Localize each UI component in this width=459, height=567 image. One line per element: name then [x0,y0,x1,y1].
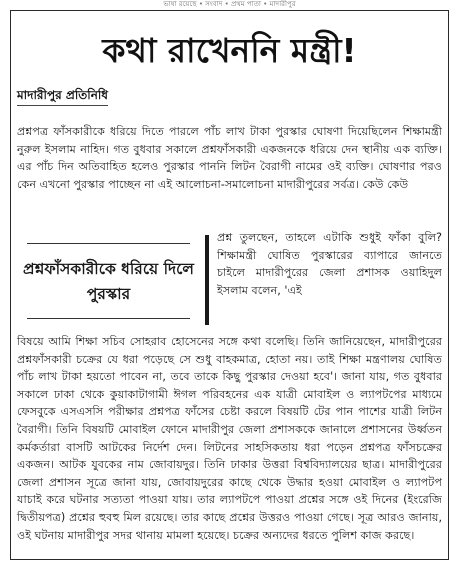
pull-quote-text: প্রশ্নফাঁসকারীকে ধরিয়ে দিলে পুরস্কার [23,260,194,303]
clipped-previous-line: ভাষা রয়েছে • সংবাদ • প্রথম পাতা • মাদারীপুর [163,0,296,8]
article-headline: কথা রাখেননি মন্ত্রী! [102,31,357,70]
pull-quote-bottom-rule [27,318,190,319]
article-paragraph-1: প্রশ্নপত্র ফাঁসকারীকে ধরিয়ে দিতে পারলে পাঁচ লাখ টাকা পুরস্কার ঘোষণা দিয়েছিলেন শিক্ষামন্ত্রী নুরুল ইসলাম নাহিদ। গত বুধবার সকালে প্রশ্নফাঁসকারী একজনকে ধরিয়ে দেন স্থানীয় এক ব্যক্তি। এর পাঁচ দিন অতিবাহিত হলেও পুরস্কার পাননি লিটন বৈরাগী নামের ওই ব্যক্তি। ঘোষণার পরও কেন এখনো পুরস্কার পাচ্ছেন না এই আলোচনা-সমালোচনা মাদারীপুরের সর্বত্র। কেউ কেউ [17,125,442,191]
subhead-row [17,229,442,333]
pull-quote [17,229,200,333]
article-byline: মাদারীপুর প্রতিনিধি [17,88,108,106]
article-side-text: প্রশ্ন তুলছেন, তাহলে এটাকি শুধুই ফাঁকা বুলি? শিক্ষামন্ত্রী ঘোষিত পুরস্কারের ব্যাপারে জানতে চাইলে মাদারীপুরের জেলা প্রশাসক ওয়াহিদুল ইসলাম বলেন, 'এই [217,231,442,297]
article-box [10,10,449,560]
pull-quote-top-rule [27,243,190,244]
article-paragraph-2: বিষয়ে আমি শিক্ষা সচিব সোহরাব হোসেনের সঙ্গে কথা বলেছি। তিনি জানিয়েছেন, মাদারীপুরের প্রশ্নফাঁসকারী চক্রের যে ধরা পড়েছে সে শুধু বাহকমাত্র, হোতা নয়। তাই শিক্ষা মন্ত্রণালয় ঘোষিত পাঁচ লাখ টাকা হয়তো পাবেন না, তবে তাকে কিছু পুরস্কার দেওয়া হবে'। জানা যায়, গত বুধবার সকালে ঢাকা থেকে কুয়াকাটাগামী ঈগল পরিবহনের এক যাত্রী মোবাইল ও ল্যাপটপের মাধ্যমে ফেসবুকে এসএসসি পরীক্ষার প্রশ্নপত্র ফাঁসের চেষ্টা করলে বিষয়টি টের পান পাশের যাত্রী লিটন বৈরাগী। তিনি বিষয়টি মোবাইল ফোনে মাদারীপুর জেলা প্রশাসককে জানালে প্রশাসনের উর্ধ্বতন কর্মকর্তারা বাসটি আটকের নির্দেশ দেন। লিটনের সাহসিকতায় ধরা পড়েন প্রশ্নপত্র ফাঁসচক্রের একজন। আটক যুবকের নাম জোবায়দুর। তিনি ঢাকার উত্তরা বিশ্ববিদ্যালয়ের ছাত্র। মাদারীপুরের জেলা প্রশাসন সূত্রে জানা যায়, জোবায়দুরের কাছে থেকে উদ্ধার হওয়া মোবাইল ও ল্যাপটপ যাচাই করে ঘটনার সত্যতা পাওয়া যায়। তার ল্যাপটপে পাওয়া প্রশ্নের সঙ্গে ওই দিনের (ইংরেজি দ্বিতীয়পত্র) প্রশ্নের হুবহু মিল রয়েছে। তার কাছে প্রশ্নের উত্তরও পাওয়া গেছে। সূত্র আরও জানায়, ওই ঘটনায় মাদারীপুর সদর থানায় মামলা হয়েছে। চক্রের অন্যদের ধরতে পুলিশ কাজ করছে। [17,335,442,542]
pull-quote-divider [205,235,209,325]
